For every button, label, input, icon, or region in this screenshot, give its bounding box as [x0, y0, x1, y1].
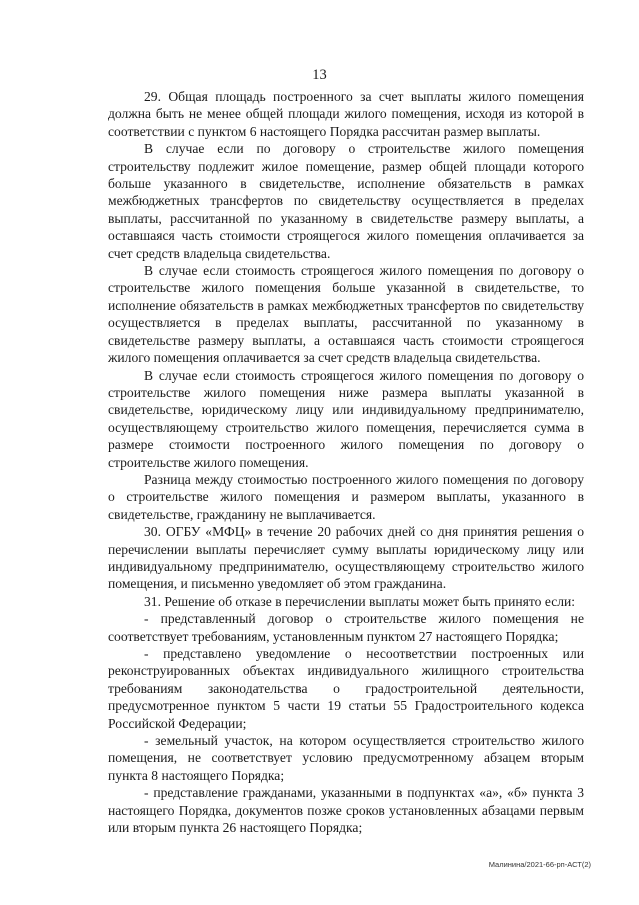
- paragraph-29: 29. Общая площадь построенного за счет выплаты жилого помещения должна быть не менее общей площади жилого помещения, исходя из которой в соответствии с пунктом 6 настоящего Порядка рассчитан размер выплаты.: [108, 89, 584, 139]
- paragraph-area-larger: В случае если по договору о строительстве жилого помещения строительству подлежит жилое помещение, размер общей площади которого больше указанного в свидетельстве, исполнение обязательств в рамках межбюджетных трансфертов по свидетельству осуществляется в пределах выплаты, рассчитанной по указанному в свидетельстве размеру выплаты, а оставшаяся часть стоимости строящегося жилого помещения оплачивается за счет средств владельца свидетельства.: [108, 141, 584, 261]
- paragraph-31: 31. Решение об отказе в перечислении выплаты может быть принято если:: [144, 593, 576, 609]
- list-item-noncompliance-notice: - представлено уведомление о несоответствии построенных или реконструированных объектах индивидуального жилищного строительства требованиям законодательства о градостроительной деятельности, предусмотренное пунктом 5 части 19 статьи 55 Градостроительного кодекса Российской Федерации;: [108, 646, 584, 731]
- page-number: 13: [312, 67, 327, 83]
- paragraph-30: 30. ОГБУ «МФЦ» в течение 20 рабочих дней со дня принятия решения о перечислении выплаты перечисляет сумму выплаты юридическому лицу или индивидуальному предпринимателю, осуществляющему строительство жилого помещения, и письменно уведомляет об этом гражданина.: [108, 524, 584, 592]
- paragraph-cost-higher: В случае если стоимость строящегося жилого помещения по договору о строительстве жилого помещения больше указанной в свидетельстве, то исполнение обязательств в рамках межбюджетных трансфертов по свидетельству осуществляется в пределах выплаты, рассчитанной по указанному в свидетельстве размеру выплаты, а оставшаяся часть стоимости строящегося жилого помещения оплачивается за счет средств владельца свидетельства.: [108, 263, 584, 366]
- paragraph-cost-lower: В случае если стоимость строящегося жилого помещения по договору о строительстве жилого помещения ниже размера выплаты указанной в свидетельстве, юридическому лицу или индивидуальному предпринимателю, осуществляющему строительство жилого помещения, перечисляется сумма в размере стоимости построенного жилого помещения по договору о строительстве жилого помещения.: [108, 367, 584, 470]
- list-item-contract-mismatch: - представленный договор о строительстве жилого помещения не соответствует требованиям, установленным пунктом 27 настоящего Порядка;: [108, 611, 584, 644]
- document-body: [108, 88, 584, 836]
- paragraph-difference: Разница между стоимостью построенного жилого помещения по договору о строительстве жилого помещения и размером выплаты, указанного в свидетельстве, гражданину не выплачивается.: [108, 471, 584, 522]
- list-item-late-documents: - представление гражданами, указанными в подпунктах «а», «б» пункта 3 настоящего Порядка, документов позже сроков установленных абзацами первым или вторым пункта 26 настоящего Порядка;: [108, 785, 584, 836]
- list-item-land-plot: - земельный участок, на котором осуществляется строительство жилого помещения, не соответствует условию предусмотренному абзацем вторым пункта 8 настоящего Порядка;: [108, 733, 584, 783]
- footer-document-code: Малинина/2021-66-рп-АСТ(2): [488, 860, 591, 869]
